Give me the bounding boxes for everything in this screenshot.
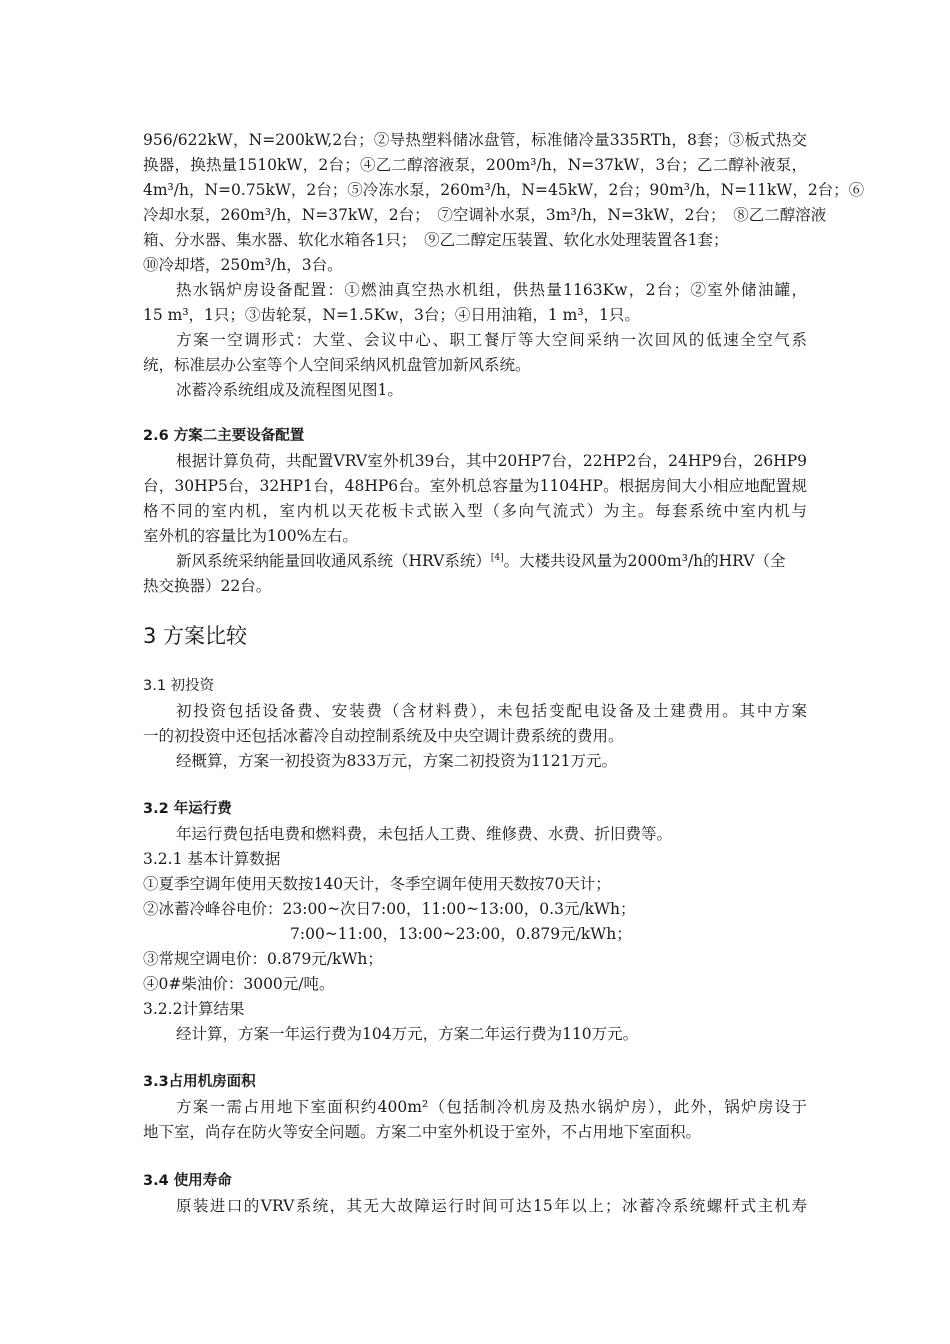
section-3-2-intro: 年运行费包括电费和燃料费，未包括人工费、维修费、水费、折旧费等。 [176, 825, 673, 843]
section-2-6-para1-line-2: 台，30HP5台，32HP1台，48HP6台。室外机总容量为1104HP。根据房间大小相应地配置规 [143, 477, 807, 495]
para2-text-a: 新风系统采纳能量回收通风系统（HRV系统） [176, 552, 491, 570]
section-3-3-line-2: 地下室，尚存在防火等安全问题。方案二中室外机设于室外，不占用地下室面积。 [143, 1123, 702, 1141]
para2-text-b: 。大楼共设风量为2000m³/h的HRV（全 [503, 552, 786, 570]
section-3-1-line-3: 经概算，方案一初投资为833万元，方案二初投资为1121万元。 [176, 752, 618, 770]
section-3-4-line-1: 原装进口的VRV系统，其无大故障运行时间可达15年以上；冰蓄冷系统螺杆式主机寿 [176, 1197, 807, 1215]
section-3-1-line-2: 一的初投资中还包括冰蓄冷自动控制系统及中央空调计费系统的费用。 [143, 727, 624, 745]
section-3-heading: 3 方案比较 [143, 624, 248, 648]
data-item-3: ③常规空调电价：0.879元/kWh； [143, 950, 383, 968]
section-2-6-para1-line-4: 室外机的容量比为100%左右。 [143, 527, 358, 545]
data-item-4: ④0#柴油价：3000元/吨。 [143, 975, 335, 993]
data-item-1: ①夏季空调年使用天数按140天计，冬季空调年使用天数按70天计； [143, 875, 611, 893]
ac-form-line-2: 统，标准层办公室等个人空间采纳风机盘管加新风系统。 [143, 356, 531, 374]
section-3-1-line-1: 初投资包括设备费、安装费（含材料费），未包括变配电设备及土建费用。其中方案 [176, 702, 807, 720]
section-3-3-line-1: 方案一需占用地下室面积约400m²（包括制冷机房及热水锅炉房），此外，锅炉房设于 [176, 1098, 807, 1116]
section-3-1-heading: 3.1 初投资 [143, 678, 215, 694]
section-3-2-result: 经计算，方案一年运行费为104万元，方案二年运行费为110万元。 [176, 1025, 639, 1043]
boiler-line-1: 热水锅炉房设备配置：①燃油真空热水机组，供热量1163Kw，2台；②室外储油罐， [176, 281, 807, 299]
section-2-6-para2-line-1 [176, 549, 786, 573]
equipment-line-1: 956/622kW，N=200kW,2台；②导热塑料储冰盘管，标准储冷量335RTh，8套；③板式热交 [143, 131, 807, 149]
section-2-6-para2-line-2: 热交换器）22台。 [143, 577, 272, 595]
section-3-4-heading: 3.4 使用寿命 [143, 1173, 232, 1189]
section-2-6-para1-line-3: 格不同的室内机，室内机以天花板卡式嵌入型（多向气流式）为主。每套系统中室内机与 [143, 502, 807, 520]
section-2-6-heading: 2.6 方案二主要设备配置 [143, 428, 305, 444]
section-3-2-2-heading: 3.2.2计算结果 [143, 1000, 245, 1018]
figure-note: 冰蓄冷系统组成及流程图见图1。 [176, 381, 403, 399]
section-3-2-heading: 3.2 年运行费 [143, 801, 232, 817]
equipment-line-4: 冷却水泵，260m³/h，N=37kW，2台； ⑦空调补水泵，3m³/h，N=3kW，2台； ⑧乙二醇溶液 [143, 206, 827, 224]
data-item-2: ②冰蓄冷峰谷电价：23:00~次日7:00，11:00~13:00，0.3元/kWh； [143, 900, 636, 918]
equipment-line-2: 换器，换热量1510kW，2台；④乙二醇溶液泵，200m³/h，N=37kW，3台；乙二醇补液泵， [143, 156, 807, 174]
data-item-2-continued: 7:00~11:00，13:00~23:00，0.879元/kWh； [290, 925, 632, 943]
section-2-6-para1-line-1: 根据计算负荷，共配置VRV室外机39台，其中20HP7台，22HP2台，24HP9台，26HP9 [176, 452, 807, 470]
boiler-line-2: 15 m³，1只；③齿轮泵，N=1.5Kw，3台；④日用油箱，1 m³，1只。 [143, 306, 640, 324]
section-3-3-heading: 3.3占用机房面积 [143, 1074, 256, 1090]
equipment-line-3: 4m³/h，N=0.75kW，2台；⑤冷冻水泵，260m³/h，N=45kW，2台；90m³/h，N=11kW，2台；⑥ [143, 181, 865, 199]
equipment-line-5: 箱、分水器、集水器、软化水箱各1只； ⑨乙二醇定压装置、软化水处理装置各1套； [143, 231, 729, 249]
citation-ref: [4] [490, 552, 504, 563]
ac-form-line-1: 方案一空调形式：大堂、会议中心、职工餐厅等大空间采纳一次回风的低速全空气系 [176, 331, 807, 349]
equipment-line-6: ⑩冷却塔，250m³/h，3台。 [143, 256, 343, 274]
section-3-2-1-heading: 3.2.1 基本计算数据 [143, 850, 281, 868]
